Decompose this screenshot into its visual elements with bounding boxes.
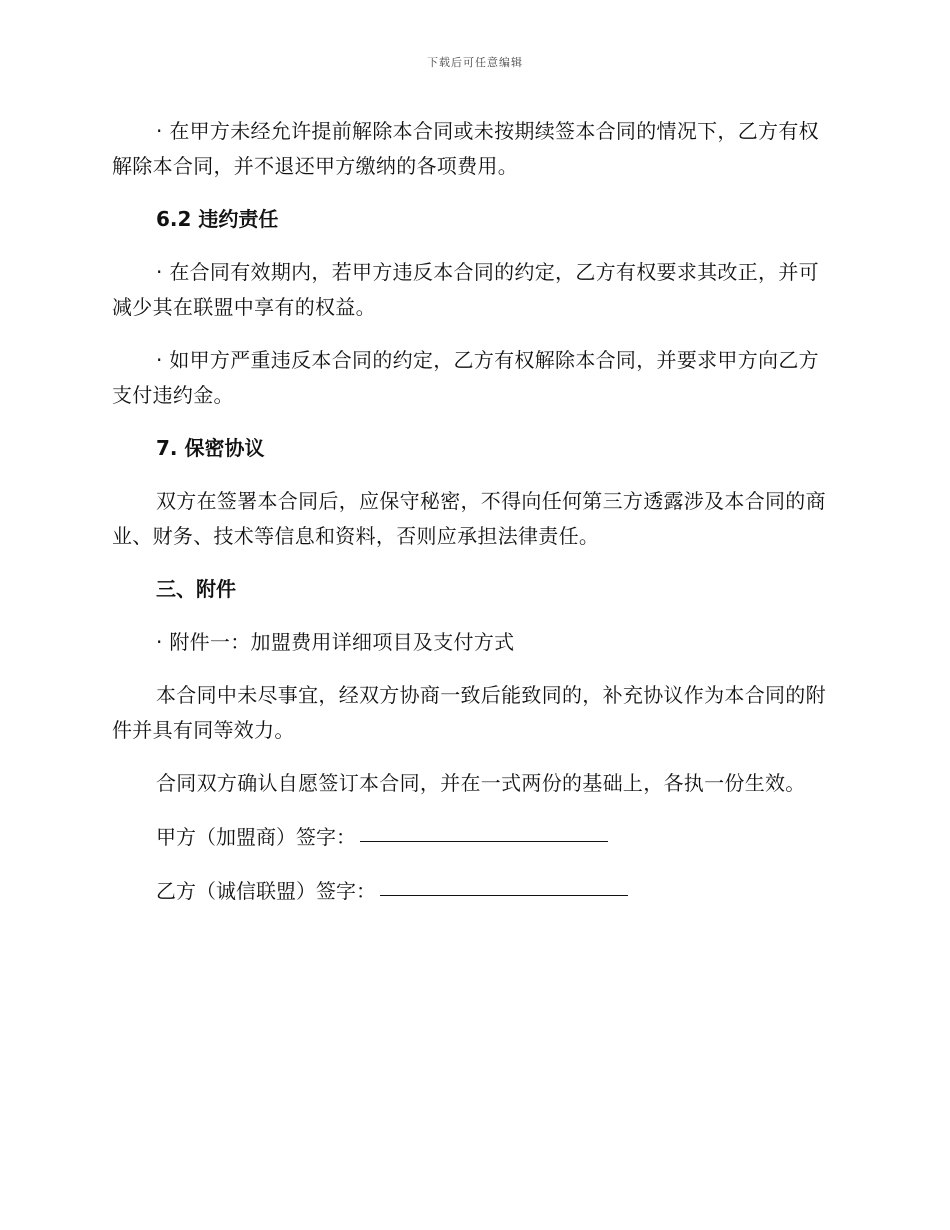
signature-label-party-b: 乙方（诚信联盟）签字： xyxy=(156,879,376,903)
section-heading-breach-liability: 6.2 违约责任 xyxy=(156,207,279,231)
signature-label-party-a: 甲方（加盟商）签字： xyxy=(156,825,356,849)
signature-line-party-b xyxy=(112,873,828,909)
paragraph-confirmation: 合同双方确认自愿签订本合同，并在一式两份的基础上，各执一份生效。 xyxy=(156,771,806,795)
section-heading-attachments: 三、附件 xyxy=(156,577,236,601)
paragraph-attachment-one: · 附件一：加盟费用详细项目及支付方式 xyxy=(156,630,515,654)
section-heading-confidentiality: 7. 保密协议 xyxy=(156,436,265,460)
paragraph-breach-correction: · 在合同有效期内，若甲方违反本合同的约定，乙方有权要求其改正，并可减少其在联盟中享有的权益。 xyxy=(112,260,819,319)
paragraph-termination-right: · 在甲方未经允许提前解除本合同或未按期续签本合同的情况下，乙方有权解除本合同，并不退还甲方缴纳的各项费用。 xyxy=(112,119,819,178)
header-note: 下载后可任意编辑 xyxy=(427,56,523,69)
paragraph-confidentiality: 双方在签署本合同后，应保守秘密，不得向任何第三方透露涉及本合同的商业、财务、技术等信息和资料，否则应承担法律责任。 xyxy=(112,489,826,548)
signature-field-party-b[interactable] xyxy=(380,871,628,896)
paragraph-serious-breach: · 如甲方严重违反本合同的约定，乙方有权解除本合同，并要求甲方向乙方支付违约金。 xyxy=(112,348,819,407)
paragraph-supplementary: 本合同中未尽事宜，经双方协商一致后能致同的，补充协议作为本合同的附件并具有同等效力。 xyxy=(112,683,826,742)
signature-line-party-a xyxy=(112,819,828,855)
document-body xyxy=(112,114,828,927)
signature-field-party-a[interactable] xyxy=(360,817,608,842)
